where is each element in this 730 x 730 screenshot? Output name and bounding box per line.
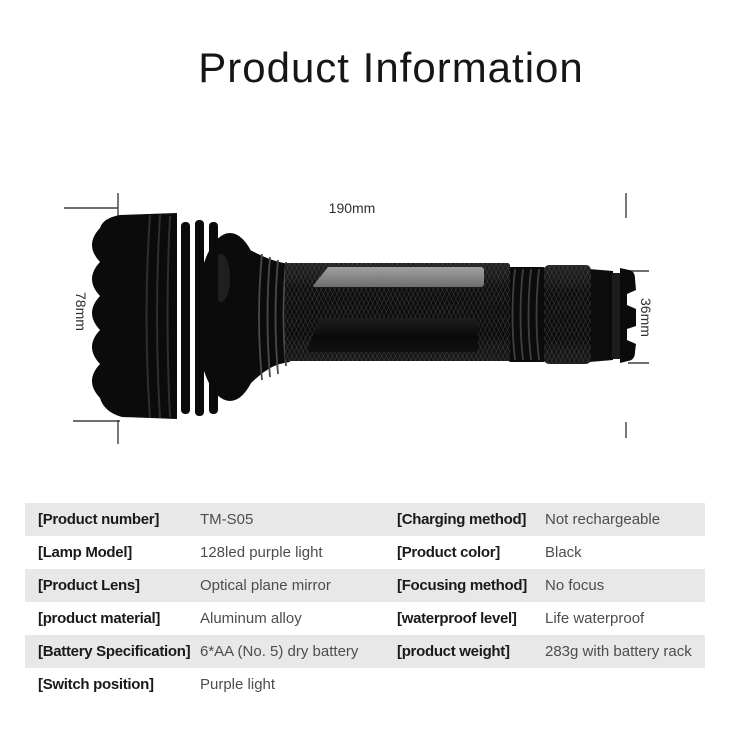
flashlight-tail-knurling xyxy=(544,265,591,364)
flashlight-body-flat-panel xyxy=(307,318,478,352)
length-dimension-label: 190mm xyxy=(328,200,376,216)
spec-label: [Lamp Model] xyxy=(38,544,132,561)
flashlight-body-reflection xyxy=(312,267,484,287)
flashlight-tail-rim xyxy=(620,268,636,363)
spec-label: [product material] xyxy=(38,610,161,627)
flashlight-ring-fins xyxy=(181,220,218,416)
head-diameter-dimension-label: 78mm xyxy=(73,292,89,331)
spec-label: [Switch position] xyxy=(38,676,154,693)
spec-table xyxy=(25,503,705,701)
spec-value: 283g with battery rack xyxy=(545,643,692,660)
spec-label: [waterproof level] xyxy=(397,610,517,627)
spec-label: [Charging method] xyxy=(397,511,527,528)
page-title: Product Information xyxy=(198,44,584,91)
spec-value: Optical plane mirror xyxy=(200,577,331,594)
spec-value: Life waterproof xyxy=(545,610,645,627)
spec-label: [product weight] xyxy=(397,643,510,660)
spec-label: [Product color] xyxy=(397,544,500,561)
spec-label: [Product number] xyxy=(38,511,160,528)
spec-value: Not rechargeable xyxy=(545,511,661,528)
spec-label: [Battery Specification] xyxy=(38,643,191,660)
tail-diameter-dimension-label: 36mm xyxy=(638,298,654,337)
flashlight-head xyxy=(92,213,177,419)
table-row xyxy=(25,635,705,668)
spec-label: [Product Lens] xyxy=(38,577,140,594)
spec-value: Black xyxy=(545,544,582,561)
spec-value: TM-S05 xyxy=(200,511,254,528)
spec-value: 6*AA (No. 5) dry battery xyxy=(200,643,359,660)
spec-value: Aluminum alloy xyxy=(200,610,302,627)
table-row xyxy=(25,668,705,701)
flashlight-tailcap xyxy=(589,269,613,362)
table-row xyxy=(25,536,705,569)
table-row xyxy=(25,602,705,635)
spec-value: Purple light xyxy=(200,676,276,693)
spec-label: [Focusing method] xyxy=(397,577,527,594)
spec-value: 128led purple light xyxy=(200,544,323,561)
table-row xyxy=(25,503,705,536)
spec-value: No focus xyxy=(545,577,605,594)
table-row xyxy=(25,569,705,602)
